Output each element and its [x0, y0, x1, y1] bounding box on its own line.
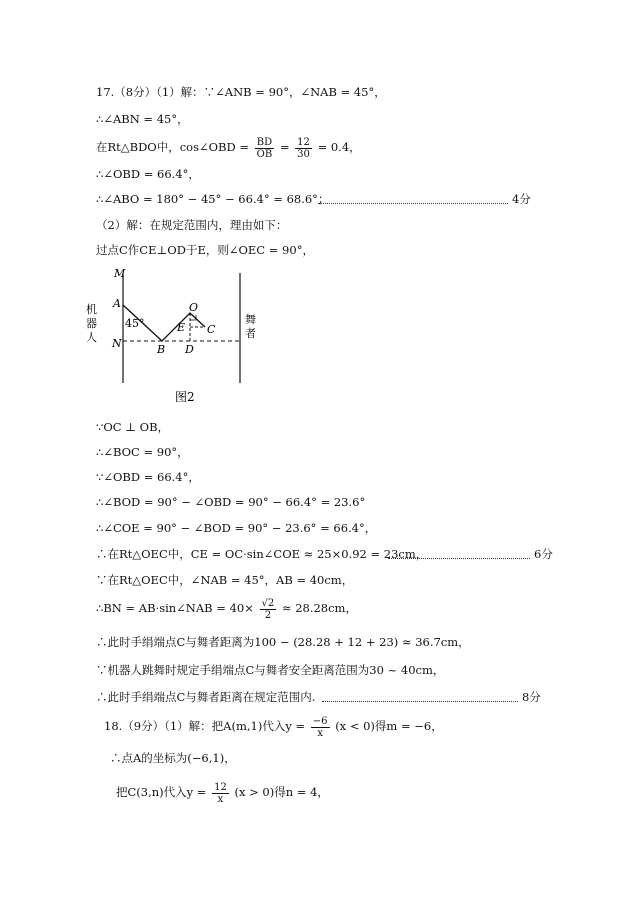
label-D: D [185, 343, 194, 356]
q18-line-3 [116, 778, 329, 806]
fraction-12-30 [295, 137, 312, 160]
score-6: 6分 [534, 547, 553, 561]
dotted-leader [388, 558, 530, 559]
q18-line-1-post: (x < 0)得m = −6， [335, 719, 443, 733]
q17-line-11: ∴∠BOD = 90° − ∠OBD = 90° − 66.4° = 23.6° [96, 495, 366, 509]
frac-num: 12 [214, 781, 227, 793]
q17-line-1: 17.（8分）（1）解：∵∠ANB = 90°，∠NAB = 45°， [96, 85, 386, 99]
fraction-sqrt2-2 [260, 598, 277, 621]
frac-num: −6 [312, 715, 328, 727]
q17-line-3 [96, 134, 361, 160]
label-E: E [177, 321, 186, 334]
q17-line-8: ∵OC ⊥ OB， [96, 420, 170, 434]
label-A: A [113, 297, 121, 310]
frac-den: 2 [264, 609, 272, 621]
frac-den: x [217, 793, 224, 805]
robot-char-2: 器 [86, 317, 97, 330]
q17-line-15 [96, 594, 357, 622]
q17-line-7: 过点C作CE⊥OD于E，则∠OEC = 90°， [96, 243, 314, 257]
score-4: 4分 [512, 192, 531, 206]
dancer-char-1: 舞 [245, 313, 256, 326]
frac-den: 30 [297, 148, 310, 160]
frac-num: √2 [261, 597, 275, 609]
frac-den: x [317, 727, 323, 739]
fraction-12-x [212, 782, 229, 805]
q17-line-15-post: ≈ 28.28cm， [281, 601, 357, 615]
score-8: 8分 [522, 690, 541, 704]
q17-line-13: ∴在Rt△OEC中，CE = OC·sin∠COE ≈ 25×0.92 = 23cm， [96, 547, 428, 561]
q18-line-2: ∴点A的坐标为(−6,1)， [110, 751, 236, 765]
robot-char-1: 机 [86, 303, 97, 316]
label-B: B [157, 343, 166, 356]
q18-line-3-pre: 把C(3,n)代入y = [116, 785, 207, 799]
q17-line-14: ∵在Rt△OEC中，∠NAB = 45°，AB = 40cm， [96, 573, 354, 587]
label-N: N [112, 337, 122, 350]
q17-line-17: ∵机器人跳舞时规定手绢端点C与舞者安全距离范围为30 ~ 40cm， [96, 663, 445, 677]
frac-num: 12 [297, 136, 310, 148]
fraction-neg6-x [311, 716, 330, 739]
q17-line-5: ∴∠ABO = 180° − 45° − 66.4° = 68.6°； [96, 192, 330, 206]
q17-line-9: ∴∠BOC = 90°， [96, 445, 189, 459]
robot-char-3: 人 [86, 331, 97, 344]
label-C: C [207, 323, 216, 336]
dancer-char-2: 者 [245, 327, 256, 340]
figure-caption: 图2 [175, 390, 195, 404]
q17-line-4: ∴∠OBD = 66.4°， [96, 167, 200, 181]
q17-line-3-post: = 0.4， [317, 140, 361, 154]
q18-line-3-post: (x > 0)得n = 4， [234, 785, 329, 799]
frac-den: OB [256, 148, 273, 160]
figure-2 [86, 265, 265, 405]
q17-line-18: ∴此时手绢端点C与舞者距离在规定范围内. [96, 690, 316, 704]
equals: = [279, 140, 290, 154]
q17-line-3-pre: 在Rt△BDO中，cos∠OBD = [96, 140, 250, 154]
q17-line-2: ∴∠ABN = 45°， [96, 112, 189, 126]
label-45: 45° [125, 317, 145, 330]
q18-line-1-pre: 18.（9分）（1）解：把A(m,1)代入y = [104, 719, 306, 733]
frac-num: BD [255, 137, 275, 149]
label-O: O [189, 301, 199, 314]
dotted-leader [318, 203, 508, 204]
label-M: M [114, 267, 126, 280]
q18-line-1 [104, 712, 443, 740]
q17-line-15-pre: ∴BN = AB·sin∠NAB = 40× [96, 601, 254, 615]
q17-line-6: （2）解：在规定范围内，理由如下： [96, 218, 288, 232]
fraction-bd-ob [255, 137, 275, 160]
dotted-leader [322, 701, 518, 702]
q17-line-16: ∴此时手绢端点C与舞者距离为100 − (28.28 + 12 + 23) ≈ 36.7cm， [96, 635, 470, 649]
q17-line-10: ∵∠OBD = 66.4°， [96, 470, 200, 484]
q17-line-12: ∴∠COE = 90° − ∠BOD = 90° − 23.6° = 66.4°， [96, 521, 377, 535]
